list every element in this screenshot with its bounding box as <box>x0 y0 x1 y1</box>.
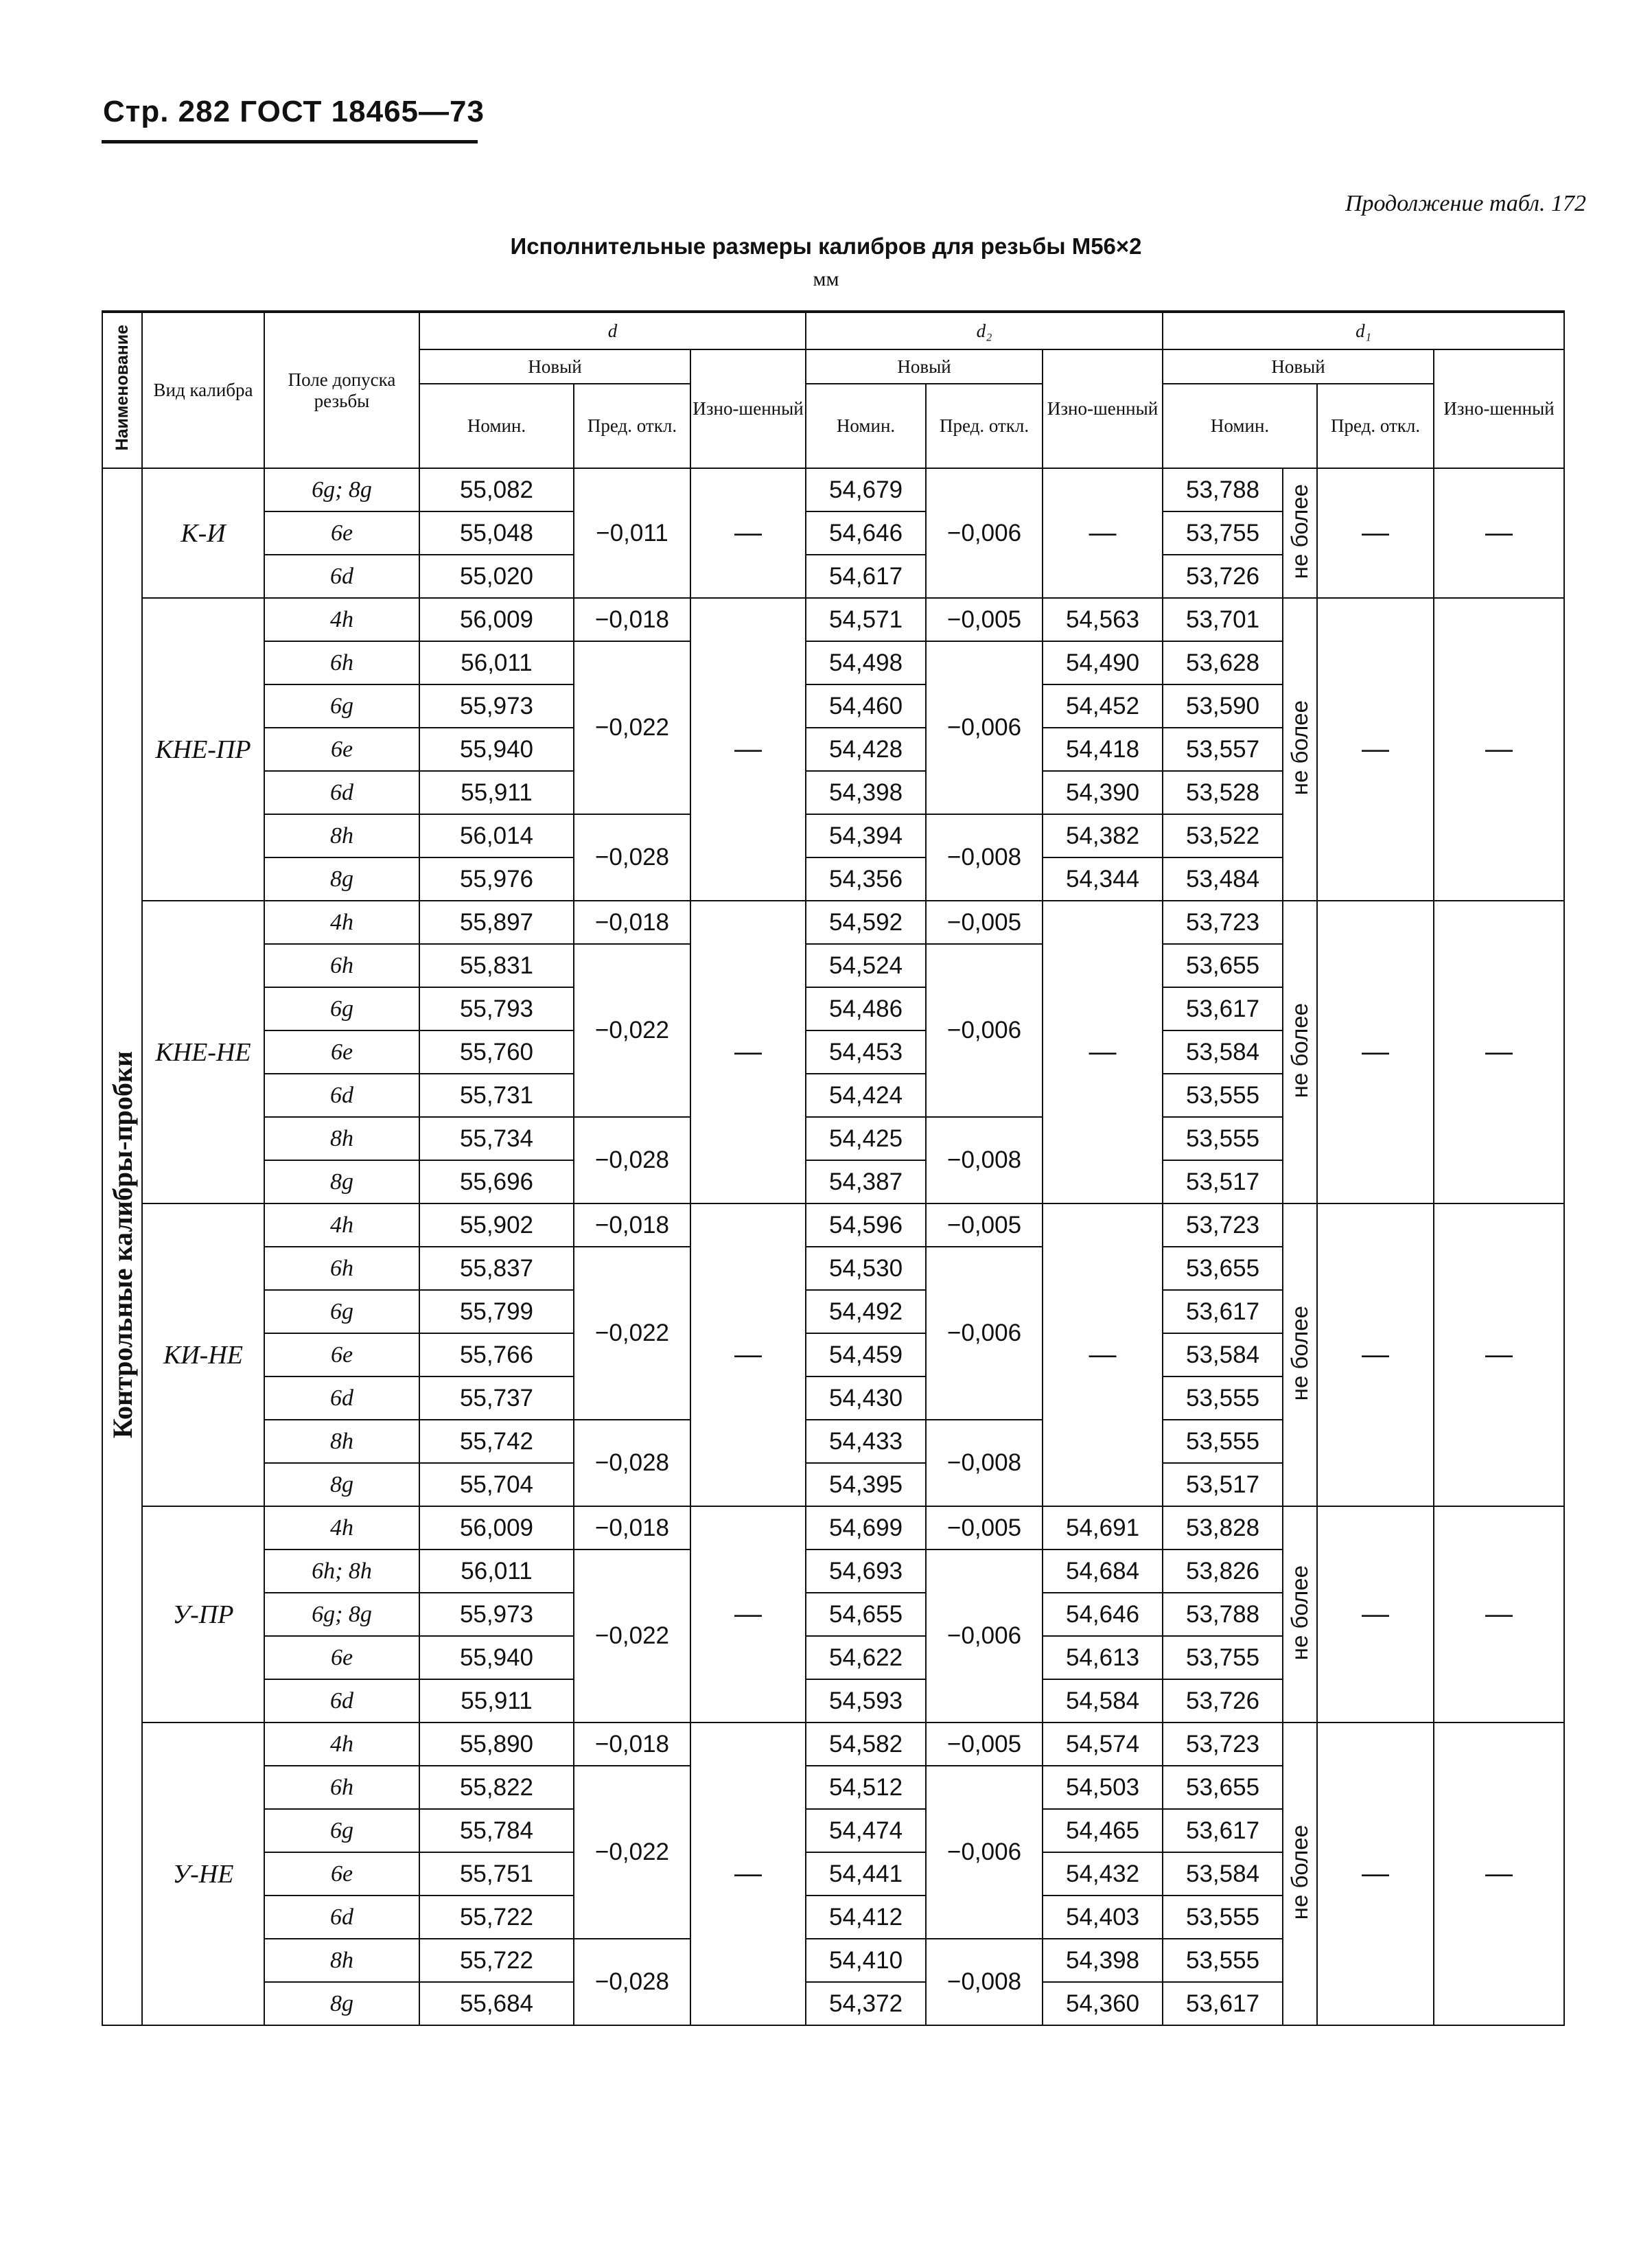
d1-deviation-cell: — <box>1317 1723 1434 2025</box>
d1-nominal-cell: 53,726 <box>1163 1679 1283 1723</box>
side-label-cell <box>102 468 142 2025</box>
d1-deviation-cell: — <box>1317 598 1434 901</box>
d1-nominal-cell: 53,557 <box>1163 728 1283 771</box>
d1-nominal-cell: 53,655 <box>1163 1247 1283 1290</box>
d-worn-cell: — <box>690 1203 806 1506</box>
d2-nominal-cell: 54,593 <box>806 1679 926 1723</box>
d1-worn-cell: — <box>1434 1203 1564 1506</box>
d1-header: d₁ <box>1163 312 1564 349</box>
d-deviation-cell: −0,018 <box>574 901 690 944</box>
table-row <box>102 468 1564 511</box>
d2-deviation-cell: −0,008 <box>926 1939 1043 2025</box>
d-nominal-cell: 55,784 <box>419 1809 574 1852</box>
d1-nominal-cell: 53,555 <box>1163 1420 1283 1463</box>
d1-worn-cell: — <box>1434 598 1564 901</box>
d-nominal-cell: 55,837 <box>419 1247 574 1290</box>
d1-nominal-cell: 53,828 <box>1163 1506 1283 1550</box>
tolerance-field-cell: 6d <box>264 771 419 814</box>
gauge-type-cell: КНЕ-НЕ <box>142 901 264 1203</box>
d2-worn-cell: 54,465 <box>1043 1809 1163 1852</box>
d-nominal-cell: 55,822 <box>419 1766 574 1809</box>
d2-nominal-cell: 54,424 <box>806 1074 926 1117</box>
d2-nominal-cell: 54,486 <box>806 987 926 1030</box>
d-nominal-cell: 55,760 <box>419 1030 574 1074</box>
d2-nominal-cell: 54,617 <box>806 555 926 598</box>
d2-worn-cell: 54,403 <box>1043 1896 1163 1939</box>
d1-nominal-cell: 53,723 <box>1163 901 1283 944</box>
note-not-more: не более <box>1287 700 1313 796</box>
d2-worn-cell: — <box>1043 901 1163 1203</box>
tolerance-field-cell: 6d <box>264 555 419 598</box>
d2-worn-cell: 54,646 <box>1043 1593 1163 1636</box>
d2-nominal-cell: 54,459 <box>806 1333 926 1376</box>
d2-worn-header: Изно-шенный <box>1043 349 1163 468</box>
d2-worn-cell: 54,563 <box>1043 598 1163 641</box>
d2-worn-cell: 54,503 <box>1043 1766 1163 1809</box>
d-worn-cell: — <box>690 901 806 1203</box>
d-nominal-cell: 55,704 <box>419 1463 574 1506</box>
d-nominal-cell: 55,082 <box>419 468 574 511</box>
d2-deviation-cell: −0,005 <box>926 901 1043 944</box>
d1-nominal-cell: 53,723 <box>1163 1203 1283 1247</box>
d-worn-header: Изно-шенный <box>690 349 806 468</box>
d-nominal-cell: 56,009 <box>419 598 574 641</box>
gauge-type-cell: У-ПР <box>142 1506 264 1723</box>
d2-nominal-cell: 54,622 <box>806 1636 926 1679</box>
tolerance-field-cell: 8h <box>264 814 419 857</box>
tolerance-field-cell: 8h <box>264 1117 419 1160</box>
d1-nominal-cell: 53,584 <box>1163 1852 1283 1896</box>
note-not-more: не более <box>1287 1002 1313 1098</box>
name-header: Наименование <box>102 312 142 468</box>
d-nominal-cell: 55,734 <box>419 1117 574 1160</box>
tolerance-field-header: Поле допуска резьбы <box>264 312 419 468</box>
d1-nominal-cell: 53,723 <box>1163 1723 1283 1766</box>
d2-nominal-cell: 54,428 <box>806 728 926 771</box>
d-deviation-cell: −0,022 <box>574 1766 690 1939</box>
note-not-more: не более <box>1287 483 1313 579</box>
d2-deviation-cell: −0,005 <box>926 1723 1043 1766</box>
units-label: мм <box>813 268 839 290</box>
d-nominal-cell: 55,831 <box>419 944 574 987</box>
d2-worn-cell: 54,344 <box>1043 857 1163 901</box>
tolerance-field-cell: 6e <box>264 1636 419 1679</box>
d1-nominal-cell: 53,584 <box>1163 1333 1283 1376</box>
d2-deviation-cell: −0,008 <box>926 1117 1043 1203</box>
d2-worn-cell: 54,490 <box>1043 641 1163 684</box>
tolerance-field-cell: 8g <box>264 857 419 901</box>
d1-nominal-cell: 53,826 <box>1163 1550 1283 1593</box>
d2-deviation-cell: −0,006 <box>926 468 1043 598</box>
d-nominal-cell: 55,684 <box>419 1982 574 2025</box>
d2-deviation-cell: −0,005 <box>926 1203 1043 1247</box>
d2-nominal-cell: 54,512 <box>806 1766 926 1809</box>
d-nominal-cell: 55,737 <box>419 1376 574 1420</box>
d1-nominal-cell: 53,484 <box>1163 857 1283 901</box>
d1-deviation-cell: — <box>1317 468 1434 598</box>
d-deviation-cell: −0,022 <box>574 641 690 814</box>
d2-nominal-cell: 54,699 <box>806 1506 926 1550</box>
d1-nominal-cell: 53,517 <box>1163 1160 1283 1203</box>
tolerance-field-cell: 6e <box>264 511 419 555</box>
note-cell <box>1283 468 1317 598</box>
d2-deviation-cell: −0,006 <box>926 1550 1043 1723</box>
d-nominal-cell: 56,014 <box>419 814 574 857</box>
d2-new-header: Новый <box>806 349 1043 384</box>
d2-worn-cell: — <box>1043 1203 1163 1506</box>
d-deviation-cell: −0,028 <box>574 1939 690 2025</box>
d1-nominal-cell: 53,655 <box>1163 944 1283 987</box>
note-not-more: не более <box>1287 1824 1313 1920</box>
d2-worn-cell: 54,684 <box>1043 1550 1163 1593</box>
d1-worn-header: Изно-шенный <box>1434 349 1564 468</box>
tolerance-field-cell: 6h <box>264 1247 419 1290</box>
d2-worn-cell: — <box>1043 468 1163 598</box>
d-nominal-cell: 55,897 <box>419 901 574 944</box>
tolerance-field-cell: 6g; 8g <box>264 468 419 511</box>
note-cell <box>1283 1506 1317 1723</box>
d2-worn-cell: 54,432 <box>1043 1852 1163 1896</box>
d1-nominal-cell: 53,628 <box>1163 641 1283 684</box>
d-deviation-cell: −0,018 <box>574 1203 690 1247</box>
d-worn-cell: — <box>690 1506 806 1723</box>
d1-nominal-cell: 53,555 <box>1163 1074 1283 1117</box>
d2-nominal-cell: 54,460 <box>806 684 926 728</box>
d1-worn-cell: — <box>1434 468 1564 598</box>
table-body <box>102 468 1564 2025</box>
tolerance-field-cell: 8h <box>264 1420 419 1463</box>
d2-worn-cell: 54,398 <box>1043 1939 1163 1982</box>
d1-nominal-cell: 53,755 <box>1163 511 1283 555</box>
d-deviation-cell: −0,011 <box>574 468 690 598</box>
d-deviation-cell: −0,028 <box>574 1420 690 1506</box>
side-label: Контрольные калибры-пробки <box>106 1051 138 1439</box>
d-nominal-cell: 55,890 <box>419 1723 574 1766</box>
d-new-header: Новый <box>419 349 690 384</box>
d2-worn-cell: 54,613 <box>1043 1636 1163 1679</box>
d2-nominal-cell: 54,410 <box>806 1939 926 1982</box>
d2-nominal-cell: 54,646 <box>806 511 926 555</box>
d-worn-cell: — <box>690 1723 806 2025</box>
d2-deviation-cell: −0,005 <box>926 598 1043 641</box>
tolerance-field-cell: 6h <box>264 1766 419 1809</box>
tolerance-field-cell: 4h <box>264 598 419 641</box>
d2-nominal-cell: 54,524 <box>806 944 926 987</box>
d2-worn-cell: 54,360 <box>1043 1982 1163 2025</box>
tolerance-field-cell: 6h; 8h <box>264 1550 419 1593</box>
d-deviation-cell: −0,028 <box>574 1117 690 1203</box>
tolerance-field-cell: 4h <box>264 1506 419 1550</box>
d-nominal-cell: 55,722 <box>419 1896 574 1939</box>
d-dev-header: Пред. откл. <box>574 384 690 468</box>
tolerance-field-cell: 6e <box>264 1333 419 1376</box>
d1-nominal-cell: 53,617 <box>1163 1809 1283 1852</box>
tolerance-field-cell: 4h <box>264 901 419 944</box>
d2-nominal-cell: 54,372 <box>806 1982 926 2025</box>
tolerance-field-cell: 6e <box>264 1030 419 1074</box>
d2-worn-cell: 54,418 <box>1043 728 1163 771</box>
gauge-type-cell: К-И <box>142 468 264 598</box>
d2-nominal-cell: 54,453 <box>806 1030 926 1074</box>
d1-nominal-cell: 53,726 <box>1163 555 1283 598</box>
d-deviation-cell: −0,022 <box>574 1247 690 1420</box>
tolerance-field-cell: 6h <box>264 944 419 987</box>
d-nominal-header: Номин. <box>419 384 574 468</box>
d1-nominal-cell: 53,755 <box>1163 1636 1283 1679</box>
note-not-more: не более <box>1287 1565 1313 1661</box>
d2-nominal-cell: 54,492 <box>806 1290 926 1333</box>
d2-nominal-cell: 54,412 <box>806 1896 926 1939</box>
d1-nominal-cell: 53,788 <box>1163 1593 1283 1636</box>
d-nominal-cell: 55,766 <box>419 1333 574 1376</box>
d-nominal-cell: 55,973 <box>419 684 574 728</box>
tolerance-field-cell: 4h <box>264 1203 419 1247</box>
d-deviation-cell: −0,018 <box>574 1506 690 1550</box>
d-nominal-cell: 55,911 <box>419 1679 574 1723</box>
tolerance-field-cell: 8h <box>264 1939 419 1982</box>
d1-nominal-cell: 53,555 <box>1163 1117 1283 1160</box>
d1-nominal-cell: 53,590 <box>1163 684 1283 728</box>
gauge-type-cell: У-НЕ <box>142 1723 264 2025</box>
d-nominal-cell: 55,020 <box>419 555 574 598</box>
d1-nominal-cell: 53,555 <box>1163 1896 1283 1939</box>
dimensions-table <box>102 310 1565 2026</box>
note-cell <box>1283 901 1317 1203</box>
header-rule <box>102 140 478 143</box>
gauge-type-cell: КИ-НЕ <box>142 1203 264 1506</box>
d-nominal-cell: 55,722 <box>419 1939 574 1982</box>
d-nominal-cell: 55,696 <box>419 1160 574 1203</box>
d2-dev-header: Пред. откл. <box>926 384 1043 468</box>
d2-nominal-cell: 54,433 <box>806 1420 926 1463</box>
d2-nominal-cell: 54,356 <box>806 857 926 901</box>
d-nominal-cell: 56,011 <box>419 641 574 684</box>
tolerance-field-cell: 6d <box>264 1376 419 1420</box>
d2-nominal-header: Номин. <box>806 384 926 468</box>
d1-new-header: Новый <box>1163 349 1434 384</box>
d2-nominal-cell: 54,571 <box>806 598 926 641</box>
d-nominal-cell: 55,048 <box>419 511 574 555</box>
d2-nominal-cell: 54,425 <box>806 1117 926 1160</box>
d1-nominal-cell: 53,617 <box>1163 987 1283 1030</box>
d2-nominal-cell: 54,387 <box>806 1160 926 1203</box>
d-deviation-cell: −0,022 <box>574 1550 690 1723</box>
tolerance-field-cell: 8g <box>264 1982 419 2025</box>
d-nominal-cell: 55,940 <box>419 1636 574 1679</box>
d-nominal-cell: 55,973 <box>419 1593 574 1636</box>
tolerance-field-cell: 6h <box>264 641 419 684</box>
tolerance-field-cell: 6g; 8g <box>264 1593 419 1636</box>
d-deviation-cell: −0,028 <box>574 814 690 901</box>
d1-nominal-cell: 53,555 <box>1163 1939 1283 1982</box>
d1-nominal-cell: 53,701 <box>1163 598 1283 641</box>
d1-nominal-cell: 53,617 <box>1163 1982 1283 2025</box>
d2-deviation-cell: −0,006 <box>926 641 1043 814</box>
d1-deviation-cell: — <box>1317 1506 1434 1723</box>
tolerance-field-cell: 6e <box>264 728 419 771</box>
d2-worn-cell: 54,574 <box>1043 1723 1163 1766</box>
d2-deviation-cell: −0,008 <box>926 1420 1043 1506</box>
d2-deviation-cell: −0,006 <box>926 1766 1043 1939</box>
d1-nominal-cell: 53,655 <box>1163 1766 1283 1809</box>
d-nominal-cell: 55,731 <box>419 1074 574 1117</box>
d2-nominal-cell: 54,592 <box>806 901 926 944</box>
d-nominal-cell: 55,751 <box>419 1852 574 1896</box>
d2-deviation-cell: −0,006 <box>926 1247 1043 1420</box>
d1-nominal-cell: 53,528 <box>1163 771 1283 814</box>
d1-nominal-cell: 53,517 <box>1163 1463 1283 1506</box>
d2-nominal-cell: 54,679 <box>806 468 926 511</box>
continuation-note: Продолжение табл. 172 <box>1345 191 1586 216</box>
d-nominal-cell: 56,011 <box>419 1550 574 1593</box>
table-row <box>102 1203 1564 1247</box>
d2-worn-cell: 54,390 <box>1043 771 1163 814</box>
d1-deviation-cell: — <box>1317 901 1434 1203</box>
tolerance-field-cell: 6d <box>264 1074 419 1117</box>
d2-nominal-cell: 54,655 <box>806 1593 926 1636</box>
d1-nominal-cell: 53,617 <box>1163 1290 1283 1333</box>
d2-worn-cell: 54,691 <box>1043 1506 1163 1550</box>
d-nominal-cell: 55,911 <box>419 771 574 814</box>
tolerance-field-cell: 8g <box>264 1160 419 1203</box>
note-cell <box>1283 598 1317 901</box>
d1-nominal-cell: 53,555 <box>1163 1376 1283 1420</box>
d-nominal-cell: 55,799 <box>419 1290 574 1333</box>
tolerance-field-cell: 6g <box>264 1809 419 1852</box>
table-title: Исполнительные размеры калибров для резьбы M56×2 <box>510 233 1142 259</box>
d2-nominal-cell: 54,582 <box>806 1723 926 1766</box>
tolerance-field-cell: 4h <box>264 1723 419 1766</box>
tolerance-field-cell: 8g <box>264 1463 419 1506</box>
tolerance-field-cell: 6d <box>264 1679 419 1723</box>
note-not-more: не более <box>1287 1305 1313 1401</box>
d-nominal-cell: 55,793 <box>419 987 574 1030</box>
d2-header: d₂ <box>806 312 1163 349</box>
d-deviation-cell: −0,018 <box>574 1723 690 1766</box>
d1-nominal-cell: 53,584 <box>1163 1030 1283 1074</box>
d2-worn-cell: 54,584 <box>1043 1679 1163 1723</box>
d1-worn-cell: — <box>1434 1506 1564 1723</box>
d2-nominal-cell: 54,530 <box>806 1247 926 1290</box>
d1-worn-cell: — <box>1434 901 1564 1203</box>
d-nominal-cell: 55,976 <box>419 857 574 901</box>
d2-worn-cell: 54,452 <box>1043 684 1163 728</box>
gauge-type-cell: КНЕ-ПР <box>142 598 264 901</box>
tolerance-field-cell: 6e <box>264 1852 419 1896</box>
tolerance-field-cell: 6d <box>264 1896 419 1939</box>
page-header: Стр. 282 ГОСТ 18465—73 <box>103 95 485 128</box>
tolerance-field-cell: 6g <box>264 684 419 728</box>
d2-nominal-cell: 54,394 <box>806 814 926 857</box>
d2-nominal-cell: 54,441 <box>806 1852 926 1896</box>
d2-deviation-cell: −0,005 <box>926 1506 1043 1550</box>
d1-nominal-header: Номин. <box>1163 384 1317 468</box>
note-cell <box>1283 1723 1317 2025</box>
d1-worn-cell: — <box>1434 1723 1564 2025</box>
d-header: d <box>419 312 806 349</box>
d1-deviation-cell: — <box>1317 1203 1434 1506</box>
gauge-type-header: Вид калибра <box>142 312 264 468</box>
table-row <box>102 901 1564 944</box>
table-row <box>102 1506 1564 1550</box>
d-nominal-cell: 55,902 <box>419 1203 574 1247</box>
d-nominal-cell: 56,009 <box>419 1506 574 1550</box>
d1-nominal-cell: 53,522 <box>1163 814 1283 857</box>
table-row <box>102 598 1564 641</box>
d2-deviation-cell: −0,006 <box>926 944 1043 1117</box>
d2-nominal-cell: 54,430 <box>806 1376 926 1420</box>
d2-nominal-cell: 54,498 <box>806 641 926 684</box>
d-nominal-cell: 55,940 <box>419 728 574 771</box>
d2-deviation-cell: −0,008 <box>926 814 1043 901</box>
tolerance-field-cell: 6g <box>264 1290 419 1333</box>
d2-nominal-cell: 54,596 <box>806 1203 926 1247</box>
d2-nominal-cell: 54,474 <box>806 1809 926 1852</box>
d1-nominal-cell: 53,788 <box>1163 468 1283 511</box>
d2-nominal-cell: 54,398 <box>806 771 926 814</box>
d2-worn-cell: 54,382 <box>1043 814 1163 857</box>
tolerance-field-cell: 6g <box>264 987 419 1030</box>
table-row <box>102 1723 1564 1766</box>
d1-dev-header: Пред. откл. <box>1317 384 1434 468</box>
d-deviation-cell: −0,018 <box>574 598 690 641</box>
d-worn-cell: — <box>690 468 806 598</box>
d-deviation-cell: −0,022 <box>574 944 690 1117</box>
d2-nominal-cell: 54,395 <box>806 1463 926 1506</box>
d2-nominal-cell: 54,693 <box>806 1550 926 1593</box>
d-worn-cell: — <box>690 598 806 901</box>
note-cell <box>1283 1203 1317 1506</box>
d-nominal-cell: 55,742 <box>419 1420 574 1463</box>
